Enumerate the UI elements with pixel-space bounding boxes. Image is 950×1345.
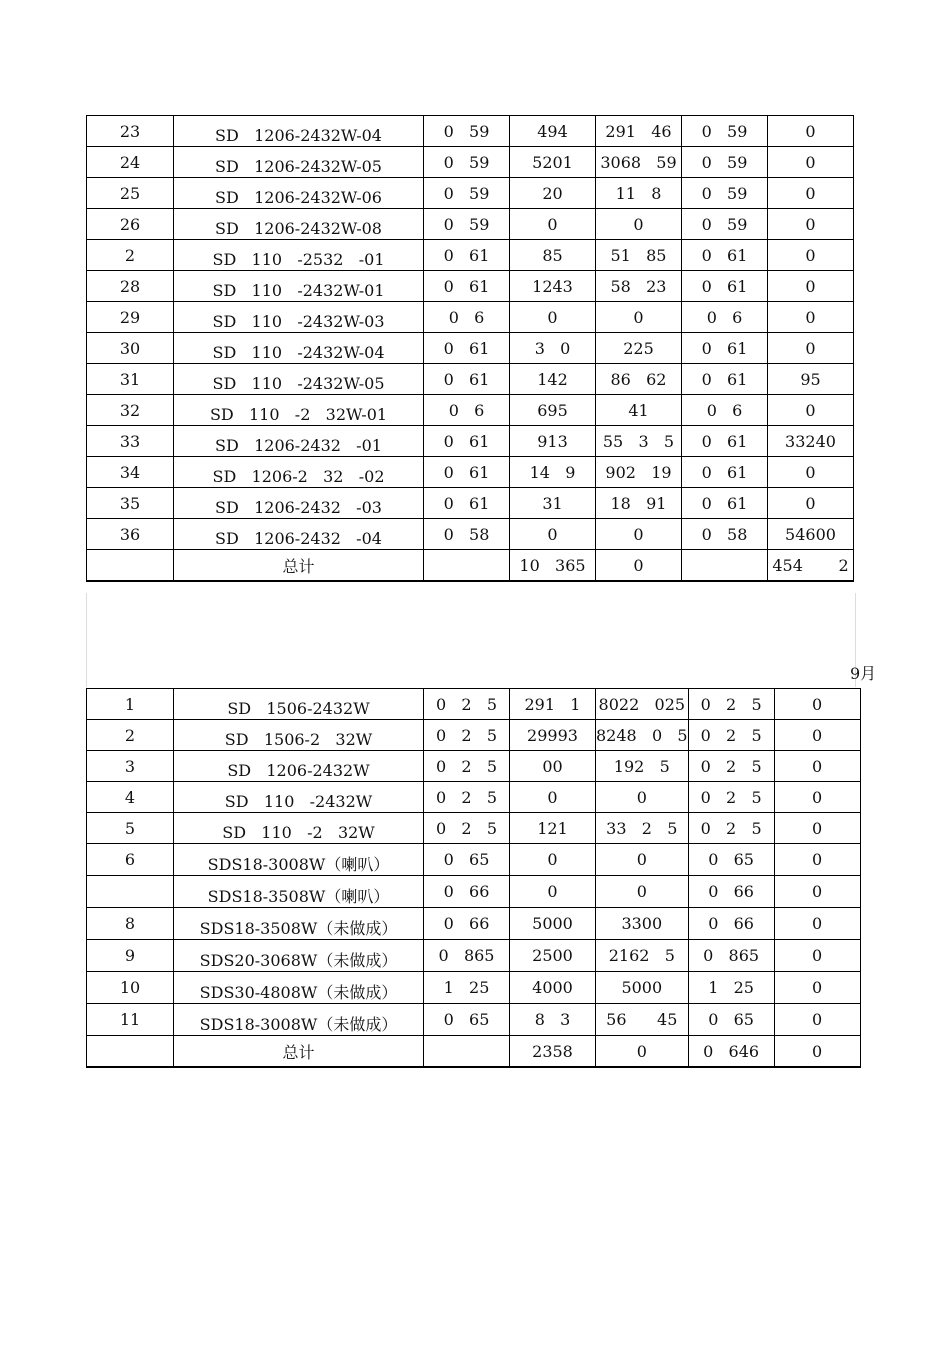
value-cell[interactable]: 0 <box>768 271 854 302</box>
product-name-text: SD 1206-2432 -01 <box>215 435 382 455</box>
amount-cell[interactable]: 56 45 <box>596 1004 689 1036</box>
total-value-cell[interactable]: 0 <box>774 1036 860 1068</box>
table-row <box>87 488 854 519</box>
quantity-cell[interactable]: 494 <box>510 116 596 147</box>
table-row <box>87 813 861 844</box>
total-amount-cell[interactable]: 0 <box>596 1036 689 1068</box>
row-number-cell[interactable]: 30 <box>87 333 174 364</box>
price-cell[interactable]: 0 61 <box>682 333 768 364</box>
amount-cell[interactable]: 225 <box>596 333 682 364</box>
quantity-cell[interactable]: 1243 <box>510 271 596 302</box>
quantity-cell[interactable]: 3 0 <box>510 333 596 364</box>
amount-cell[interactable]: 0 <box>596 844 689 876</box>
product-name-cell[interactable] <box>174 751 424 782</box>
unit-price-cell[interactable]: 0 2 5 <box>424 813 510 844</box>
price-cell[interactable]: 0 65 <box>688 1004 774 1036</box>
value-cell[interactable]: 0 <box>768 488 854 519</box>
row-number-cell[interactable]: 2 <box>87 720 174 751</box>
inventory-table-top <box>86 115 854 582</box>
amount-cell[interactable]: 58 23 <box>596 271 682 302</box>
price-cell[interactable]: 0 61 <box>682 271 768 302</box>
product-name-cell[interactable] <box>174 876 424 908</box>
table-row <box>87 333 854 364</box>
table-row <box>87 972 861 1004</box>
price-cell[interactable]: 0 61 <box>682 240 768 271</box>
row-number-cell[interactable]: 26 <box>87 209 174 240</box>
value-cell[interactable]: 0 <box>768 302 854 333</box>
amount-cell[interactable]: 0 <box>596 876 689 908</box>
amount-cell[interactable]: 291 46 <box>596 116 682 147</box>
quantity-cell[interactable]: 0 <box>510 782 596 813</box>
row-number-cell[interactable]: 9 <box>87 940 174 972</box>
quantity-cell[interactable]: 00 <box>510 751 596 782</box>
price-cell[interactable]: 0 6 <box>682 395 768 426</box>
unit-price-cell[interactable]: 0 2 5 <box>424 782 510 813</box>
product-name-text: SD 110 -2432W-05 <box>212 373 385 393</box>
amount-cell[interactable]: 11 8 <box>596 178 682 209</box>
row-number-cell[interactable] <box>87 876 174 908</box>
value-cell[interactable]: 33240 <box>768 426 854 457</box>
product-name-text: SD 110 -2532 -01 <box>212 249 385 269</box>
amount-cell[interactable]: 2162 5 <box>596 940 689 972</box>
product-name-text: SDS18-3008W（喇叭） <box>207 855 390 874</box>
unit-price-cell[interactable]: 0 65 <box>424 844 510 876</box>
amount-cell[interactable]: 0 <box>596 519 682 550</box>
price-cell[interactable]: 0 2 5 <box>688 813 774 844</box>
product-name-text: SDS18-3008W（未做成） <box>199 1015 398 1034</box>
total-price-cell[interactable]: 0 646 <box>688 1036 774 1068</box>
value-cell[interactable]: 0 <box>774 876 860 908</box>
quantity-cell[interactable]: 0 <box>510 209 596 240</box>
table-row <box>87 908 861 940</box>
unit-price-cell[interactable]: 0 61 <box>424 364 510 395</box>
quantity-cell[interactable]: 0 <box>510 302 596 333</box>
total-product-name-cell[interactable]: 总计 <box>174 550 424 582</box>
table-row <box>87 302 854 333</box>
value-cell[interactable]: 0 <box>768 333 854 364</box>
quantity-cell[interactable]: 85 <box>510 240 596 271</box>
amount-cell[interactable]: 33 2 5 <box>596 813 689 844</box>
quantity-cell[interactable]: 0 <box>510 844 596 876</box>
total-row <box>87 550 854 582</box>
price-cell[interactable]: 1 25 <box>688 972 774 1004</box>
product-name-text: SD 1506-2432W <box>227 698 370 718</box>
price-cell[interactable]: 0 2 5 <box>688 751 774 782</box>
row-number-cell[interactable]: 36 <box>87 519 174 550</box>
price-cell[interactable]: 0 61 <box>682 488 768 519</box>
quantity-cell[interactable]: 695 <box>510 395 596 426</box>
unit-price-cell[interactable]: 0 61 <box>424 426 510 457</box>
unit-price-cell[interactable]: 0 61 <box>424 333 510 364</box>
value-cell[interactable]: 0 <box>774 1004 860 1036</box>
quantity-cell[interactable]: 0 <box>510 876 596 908</box>
product-name-text: SD 110 -2 32W-01 <box>209 404 388 424</box>
price-cell[interactable]: 0 61 <box>682 364 768 395</box>
row-number-cell[interactable]: 33 <box>87 426 174 457</box>
product-name-cell[interactable] <box>174 209 424 240</box>
product-name-cell[interactable] <box>174 395 424 426</box>
table-row <box>87 147 854 178</box>
total-unit-price-cell[interactable] <box>424 1036 510 1068</box>
table-row <box>87 457 854 488</box>
quantity-cell[interactable]: 8 3 <box>510 1004 596 1036</box>
total-unit-price-cell[interactable] <box>424 550 510 582</box>
quantity-cell[interactable]: 4000 <box>510 972 596 1004</box>
value-cell[interactable]: 0 <box>768 457 854 488</box>
product-name-text: SD 1206-2432W-06 <box>215 187 382 207</box>
table-row <box>87 426 854 457</box>
quantity-cell[interactable]: 291 1 <box>510 689 596 720</box>
table-row <box>87 844 861 876</box>
row-number-cell[interactable]: 8 <box>87 908 174 940</box>
table-row <box>87 209 854 240</box>
table-row <box>87 940 861 972</box>
amount-cell[interactable]: 8248 0 5 <box>596 720 689 751</box>
product-name-text: SDS30-4808W（未做成） <box>199 983 398 1002</box>
row-number-cell[interactable]: 5 <box>87 813 174 844</box>
value-cell[interactable]: 0 <box>774 689 860 720</box>
amount-cell[interactable]: 3300 <box>596 908 689 940</box>
product-name-cell[interactable] <box>174 457 424 488</box>
unit-price-cell[interactable]: 0 2 5 <box>424 751 510 782</box>
product-name-cell[interactable] <box>174 488 424 519</box>
quantity-cell[interactable]: 20 <box>510 178 596 209</box>
unit-price-cell[interactable]: 0 61 <box>424 271 510 302</box>
product-name-cell[interactable] <box>174 813 424 844</box>
total-quantity-cell[interactable]: 10 365 <box>510 550 596 582</box>
amount-cell[interactable]: 86 62 <box>596 364 682 395</box>
value-cell[interactable]: 0 <box>774 813 860 844</box>
total-product-name-cell[interactable]: 总计 <box>174 1036 424 1068</box>
price-cell[interactable]: 0 59 <box>682 209 768 240</box>
unit-price-cell[interactable]: 0 59 <box>424 178 510 209</box>
amount-cell[interactable]: 0 <box>596 302 682 333</box>
value-cell[interactable]: 0 <box>774 751 860 782</box>
table-row <box>87 876 861 908</box>
month-label: 9月 <box>850 664 877 683</box>
amount-cell[interactable]: 8022 025 <box>596 689 689 720</box>
product-name-text: SD 110 -2 32W <box>222 822 375 842</box>
amount-cell[interactable]: 41 <box>596 395 682 426</box>
table-row <box>87 364 854 395</box>
table-row <box>87 689 861 720</box>
amount-cell[interactable]: 0 <box>596 782 689 813</box>
inventory-table-bottom <box>86 688 861 1068</box>
product-name-text: SD 1206-2432W-05 <box>215 156 382 176</box>
row-number-cell[interactable]: 2 <box>87 240 174 271</box>
row-number-cell[interactable]: 25 <box>87 178 174 209</box>
table-row <box>87 271 854 302</box>
price-cell[interactable]: 0 2 5 <box>688 720 774 751</box>
row-number-cell[interactable]: 34 <box>87 457 174 488</box>
section-gap <box>86 593 856 687</box>
price-cell[interactable]: 0 2 5 <box>688 689 774 720</box>
product-name-cell[interactable] <box>174 940 424 972</box>
value-cell[interactable]: 0 <box>774 908 860 940</box>
table-row <box>87 116 854 147</box>
unit-price-cell[interactable]: 0 66 <box>424 876 510 908</box>
unit-price-cell[interactable]: 0 2 5 <box>424 720 510 751</box>
product-name-cell[interactable] <box>174 426 424 457</box>
amount-cell[interactable]: 51 85 <box>596 240 682 271</box>
product-name-text: SD 1506-2 32W <box>224 729 373 749</box>
unit-price-cell[interactable]: 0 58 <box>424 519 510 550</box>
unit-price-cell[interactable]: 0 6 <box>424 395 510 426</box>
product-name-text: SD 1206-2432W <box>227 760 370 780</box>
amount-cell[interactable]: 5000 <box>596 972 689 1004</box>
price-cell[interactable]: 0 6 <box>682 302 768 333</box>
row-number-cell[interactable]: 24 <box>87 147 174 178</box>
unit-price-cell[interactable]: 0 6 <box>424 302 510 333</box>
price-cell[interactable]: 0 66 <box>688 908 774 940</box>
amount-cell[interactable]: 3068 59 <box>596 147 682 178</box>
product-name-text: SD 1206-2432 -04 <box>215 528 382 548</box>
product-name-cell[interactable] <box>174 302 424 333</box>
unit-price-cell[interactable]: 0 865 <box>424 940 510 972</box>
value-cell[interactable]: 0 <box>774 844 860 876</box>
price-cell[interactable]: 0 61 <box>682 457 768 488</box>
total-quantity-cell[interactable]: 2358 <box>510 1036 596 1068</box>
row-number-cell[interactable]: 35 <box>87 488 174 519</box>
price-cell[interactable]: 0 865 <box>688 940 774 972</box>
price-cell[interactable]: 0 59 <box>682 147 768 178</box>
table-row <box>87 240 854 271</box>
amount-cell[interactable]: 55 3 5 <box>596 426 682 457</box>
product-name-cell[interactable] <box>174 844 424 876</box>
product-name-text: SD 110 -2432W <box>224 791 373 811</box>
quantity-cell[interactable]: 14 9 <box>510 457 596 488</box>
quantity-cell[interactable]: 31 <box>510 488 596 519</box>
quantity-cell[interactable]: 913 <box>510 426 596 457</box>
unit-price-cell[interactable]: 0 61 <box>424 240 510 271</box>
table-row <box>87 178 854 209</box>
quantity-cell[interactable]: 2500 <box>510 940 596 972</box>
product-name-text: SDS18-3508W（未做成） <box>199 919 398 938</box>
quantity-cell[interactable]: 29993 <box>510 720 596 751</box>
total-row-number-cell[interactable] <box>87 550 174 582</box>
price-cell[interactable]: 0 59 <box>682 178 768 209</box>
row-number-cell[interactable]: 31 <box>87 364 174 395</box>
table-row <box>87 1004 861 1036</box>
amount-cell[interactable]: 0 <box>596 209 682 240</box>
product-name-cell[interactable] <box>174 782 424 813</box>
total-row-number-cell[interactable] <box>87 1036 174 1068</box>
unit-price-cell[interactable]: 0 65 <box>424 1004 510 1036</box>
price-cell[interactable]: 0 58 <box>682 519 768 550</box>
product-name-cell[interactable] <box>174 147 424 178</box>
row-number-cell[interactable]: 4 <box>87 782 174 813</box>
value-cell[interactable]: 54600 <box>768 519 854 550</box>
product-name-cell[interactable] <box>174 116 424 147</box>
product-name-text: SD 110 -2432W-01 <box>212 280 385 300</box>
table-row <box>87 519 854 550</box>
quantity-cell[interactable]: 142 <box>510 364 596 395</box>
quantity-cell[interactable]: 121 <box>510 813 596 844</box>
value-cell[interactable]: 0 <box>768 147 854 178</box>
price-cell[interactable]: 0 66 <box>688 876 774 908</box>
unit-price-cell[interactable]: 0 59 <box>424 147 510 178</box>
quantity-cell[interactable]: 5000 <box>510 908 596 940</box>
row-number-cell[interactable]: 10 <box>87 972 174 1004</box>
row-number-cell[interactable]: 11 <box>87 1004 174 1036</box>
row-number-cell[interactable]: 3 <box>87 751 174 782</box>
product-name-text: SD 1206-2432W-08 <box>215 218 382 238</box>
value-cell[interactable]: 0 <box>768 240 854 271</box>
quantity-cell[interactable]: 0 <box>510 519 596 550</box>
row-number-cell[interactable]: 6 <box>87 844 174 876</box>
value-cell[interactable]: 0 <box>774 940 860 972</box>
quantity-cell[interactable]: 5201 <box>510 147 596 178</box>
total-row <box>87 1036 861 1068</box>
product-name-cell[interactable] <box>174 972 424 1004</box>
product-name-text: SD 110 -2432W-04 <box>212 342 385 362</box>
unit-price-cell[interactable]: 0 66 <box>424 908 510 940</box>
value-cell[interactable]: 0 <box>768 178 854 209</box>
value-cell[interactable]: 0 <box>774 782 860 813</box>
row-number-cell[interactable]: 32 <box>87 395 174 426</box>
value-cell[interactable]: 0 <box>768 209 854 240</box>
product-name-text: SD 1206-2 32 -02 <box>212 466 385 486</box>
product-name-text: SD 1206-2432W-04 <box>215 125 382 145</box>
row-number-cell[interactable]: 28 <box>87 271 174 302</box>
amount-cell[interactable]: 192 5 <box>596 751 689 782</box>
product-name-cell[interactable] <box>174 720 424 751</box>
product-name-cell[interactable] <box>174 689 424 720</box>
product-name-text: SDS18-3508W（喇叭） <box>207 887 390 906</box>
total-value-cell[interactable]: 454 2 <box>768 550 854 582</box>
value-cell[interactable]: 0 <box>768 116 854 147</box>
row-number-cell[interactable]: 1 <box>87 689 174 720</box>
value-cell[interactable]: 0 <box>774 972 860 1004</box>
unit-price-cell[interactable]: 0 2 5 <box>424 689 510 720</box>
total-price-cell[interactable] <box>682 550 768 582</box>
amount-cell[interactable]: 18 91 <box>596 488 682 519</box>
table-row <box>87 720 861 751</box>
unit-price-cell[interactable]: 1 25 <box>424 972 510 1004</box>
product-name-cell[interactable] <box>174 271 424 302</box>
table-row <box>87 751 861 782</box>
row-number-cell[interactable]: 23 <box>87 116 174 147</box>
product-name-cell[interactable] <box>174 519 424 550</box>
total-amount-cell[interactable]: 0 <box>596 550 682 582</box>
price-cell[interactable]: 0 61 <box>682 426 768 457</box>
product-name-text: SD 110 -2432W-03 <box>212 311 385 331</box>
price-cell[interactable]: 0 2 5 <box>688 782 774 813</box>
product-name-text: SDS20-3068W（未做成） <box>199 951 398 970</box>
amount-cell[interactable]: 902 19 <box>596 457 682 488</box>
value-cell[interactable]: 95 <box>768 364 854 395</box>
table-row <box>87 782 861 813</box>
product-name-cell[interactable] <box>174 240 424 271</box>
price-cell[interactable]: 0 59 <box>682 116 768 147</box>
table-row <box>87 395 854 426</box>
product-name-cell[interactable] <box>174 1004 424 1036</box>
unit-price-cell[interactable]: 0 61 <box>424 488 510 519</box>
product-name-cell[interactable] <box>174 364 424 395</box>
unit-price-cell[interactable]: 0 59 <box>424 116 510 147</box>
product-name-cell[interactable] <box>174 333 424 364</box>
unit-price-cell[interactable]: 0 59 <box>424 209 510 240</box>
value-cell[interactable]: 0 <box>774 720 860 751</box>
product-name-cell[interactable] <box>174 178 424 209</box>
unit-price-cell[interactable]: 0 61 <box>424 457 510 488</box>
product-name-cell[interactable] <box>174 908 424 940</box>
value-cell[interactable]: 0 <box>768 395 854 426</box>
price-cell[interactable]: 0 65 <box>688 844 774 876</box>
product-name-text: SD 1206-2432 -03 <box>215 497 382 517</box>
row-number-cell[interactable]: 29 <box>87 302 174 333</box>
